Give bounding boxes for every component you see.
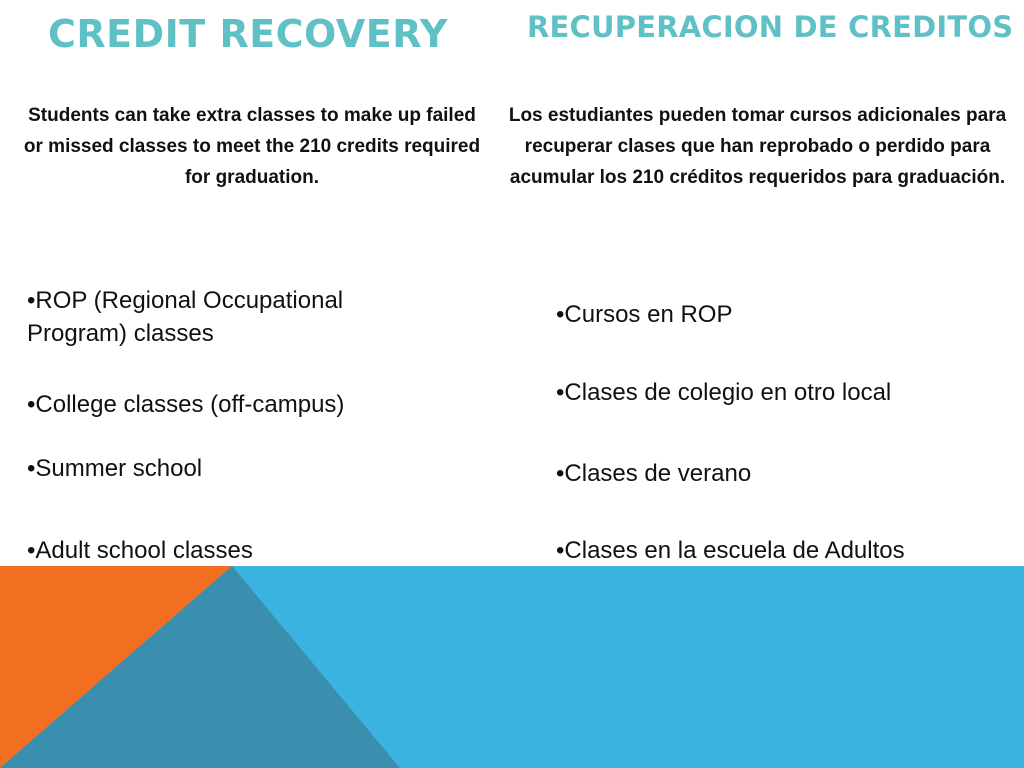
bullet-college-es: •Clases de colegio en otro local bbox=[556, 379, 892, 406]
bullet-summer-es: •Clases de verano bbox=[556, 460, 752, 487]
bullet-college: •College classes (off-campus) bbox=[27, 391, 345, 418]
bullet-rop-es: •Cursos en ROP bbox=[556, 301, 733, 328]
title-spanish: RECUPERACION DE CREDITOS bbox=[527, 10, 1014, 44]
bullet-adult-es: •Clases en la escuela de Adultos bbox=[556, 537, 905, 564]
title-english: CREDIT RECOVERY bbox=[48, 12, 448, 56]
bullet-summer: •Summer school bbox=[27, 455, 203, 482]
intro-spanish: Los estudiantes pueden tomar cursos adicionales para recuperar clases que han reprobado o perdido para acumular los 210 créditos requeridos para graduación. bbox=[508, 105, 1007, 188]
intro-english: Students can take extra classes to make up failed or missed classes to meet the 210 credits required for graduation. bbox=[23, 105, 481, 188]
bullet-rop: •ROP (Regional Occupational Program) classes bbox=[27, 287, 344, 347]
bullet-adult: •Adult school classes bbox=[27, 537, 253, 564]
